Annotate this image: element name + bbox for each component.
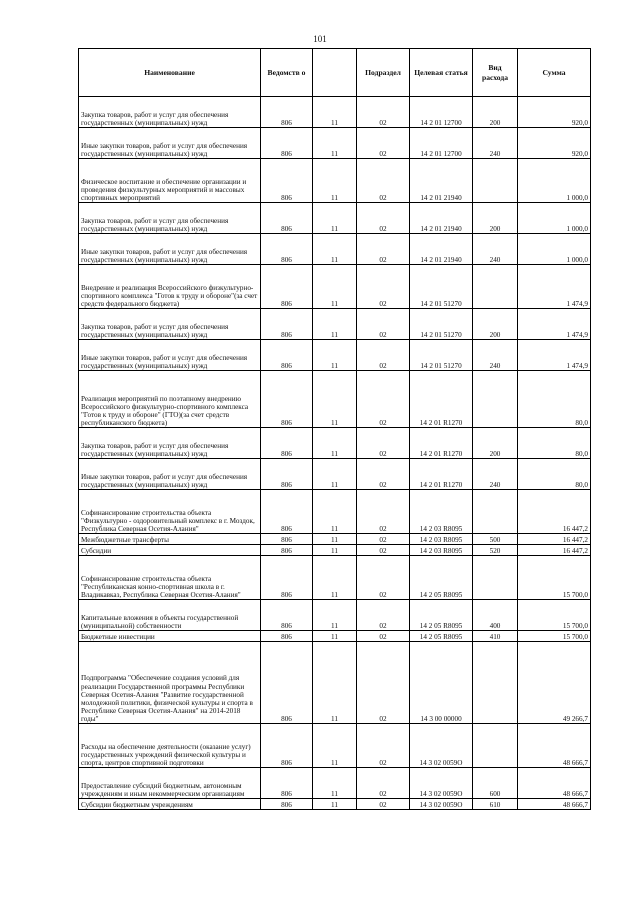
cell-section: 11 bbox=[313, 97, 357, 128]
cell-target-item: 14 3 00 00000 bbox=[410, 642, 473, 724]
cell-amount: 920,0 bbox=[518, 128, 591, 159]
cell-subsection: 02 bbox=[357, 265, 410, 309]
cell-department: 806 bbox=[261, 265, 313, 309]
cell-subsection: 02 bbox=[357, 234, 410, 265]
table-row bbox=[79, 203, 591, 234]
cell-department: 806 bbox=[261, 545, 313, 556]
header-section bbox=[313, 49, 357, 97]
cell-section: 11 bbox=[313, 309, 357, 340]
cell-name: Закупка товаров, работ и услуг для обеспечения государственных (муниципальных) нужд bbox=[79, 309, 261, 340]
cell-target-item: 14 2 01 21940 bbox=[410, 234, 473, 265]
table-row bbox=[79, 545, 591, 556]
cell-department: 806 bbox=[261, 631, 313, 642]
cell-expense-type: 200 bbox=[473, 203, 518, 234]
cell-name: Иные закупки товаров, работ и услуг для обеспечения государственных (муниципальных) нужд bbox=[79, 234, 261, 265]
cell-department: 806 bbox=[261, 371, 313, 428]
cell-expense-type bbox=[473, 265, 518, 309]
cell-target-item: 14 2 03 R8095 bbox=[410, 545, 473, 556]
cell-target-item: 14 3 02 0059О bbox=[410, 724, 473, 768]
cell-section: 11 bbox=[313, 642, 357, 724]
cell-amount: 16 447,2 bbox=[518, 545, 591, 556]
cell-amount: 1 474,9 bbox=[518, 265, 591, 309]
cell-name: Внедрение и реализация Всероссийского физкультурно-спортивного комплекса "Готов к труду и обороне"(за счет средств федерального бюджета) bbox=[79, 265, 261, 309]
cell-amount: 49 266,7 bbox=[518, 642, 591, 724]
table-row bbox=[79, 234, 591, 265]
cell-section: 11 bbox=[313, 340, 357, 371]
cell-subsection: 02 bbox=[357, 642, 410, 724]
cell-section: 11 bbox=[313, 768, 357, 799]
cell-amount: 80,0 bbox=[518, 371, 591, 428]
page-number: 101 bbox=[313, 34, 327, 44]
cell-expense-type bbox=[473, 724, 518, 768]
cell-amount: 15 700,0 bbox=[518, 631, 591, 642]
table-row bbox=[79, 265, 591, 309]
table-row bbox=[79, 428, 591, 459]
table-row bbox=[79, 309, 591, 340]
table-row bbox=[79, 459, 591, 490]
cell-subsection: 02 bbox=[357, 799, 410, 810]
cell-amount: 48 666,7 bbox=[518, 768, 591, 799]
cell-name: Субсидии бюджетным учреждениям bbox=[79, 799, 261, 810]
cell-subsection: 02 bbox=[357, 631, 410, 642]
header-expense-type: Вид расхода bbox=[473, 49, 518, 97]
cell-name: Софинансирование строительства объекта "Республиканская конно-спортивная школа в г. Владикавказ, Республика Северная Осетия-Алания" bbox=[79, 556, 261, 600]
cell-department: 806 bbox=[261, 234, 313, 265]
table-row bbox=[79, 534, 591, 545]
cell-expense-type bbox=[473, 490, 518, 534]
cell-name: Иные закупки товаров, работ и услуг для обеспечения государственных (муниципальных) нужд bbox=[79, 459, 261, 490]
header-target-item: Целевая статья bbox=[410, 49, 473, 97]
cell-name: Бюджетные инвестиции bbox=[79, 631, 261, 642]
cell-section: 11 bbox=[313, 724, 357, 768]
cell-expense-type: 240 bbox=[473, 128, 518, 159]
cell-section: 11 bbox=[313, 799, 357, 810]
cell-amount: 1 474,9 bbox=[518, 340, 591, 371]
cell-subsection: 02 bbox=[357, 459, 410, 490]
cell-name: Софинансирование строительства объекта "Физкультурно - оздоровительный комплекс в г. Моздок, Республика Северная Осетия-Алания" bbox=[79, 490, 261, 534]
cell-target-item: 14 2 01 R1270 bbox=[410, 371, 473, 428]
cell-expense-type: 610 bbox=[473, 799, 518, 810]
cell-amount: 1 000,0 bbox=[518, 159, 591, 203]
cell-expense-type: 240 bbox=[473, 340, 518, 371]
cell-target-item: 14 2 01 51270 bbox=[410, 265, 473, 309]
cell-section: 11 bbox=[313, 534, 357, 545]
cell-name: Закупка товаров, работ и услуг для обеспечения государственных (муниципальных) нужд bbox=[79, 203, 261, 234]
cell-expense-type: 240 bbox=[473, 459, 518, 490]
cell-name: Физическое воспитание и обеспечение организации и проведения физкультурных мероприятий и массовых спортивных мероприятий bbox=[79, 159, 261, 203]
cell-expense-type bbox=[473, 159, 518, 203]
table-header-row bbox=[79, 49, 591, 97]
cell-section: 11 bbox=[313, 128, 357, 159]
header-subsection: Подраздел bbox=[357, 49, 410, 97]
cell-name: Предоставление субсидий бюджетным, автономным учреждениям и иным некоммерческим организациям bbox=[79, 768, 261, 799]
cell-department: 806 bbox=[261, 203, 313, 234]
cell-department: 806 bbox=[261, 428, 313, 459]
cell-name: Межбюджетные трансферты bbox=[79, 534, 261, 545]
table-row bbox=[79, 642, 591, 724]
cell-name: Подпрограмма "Обеспечение создания условий для реализации Государственной программы Республики Северная Осетия-Алания "Развитие государственной молодежной политики, физической культуры и спорта в Республике Северная Осетия-Алания" на 2014-2018 годы" bbox=[79, 642, 261, 724]
cell-subsection: 02 bbox=[357, 97, 410, 128]
cell-section: 11 bbox=[313, 428, 357, 459]
table-row bbox=[79, 490, 591, 534]
cell-department: 806 bbox=[261, 600, 313, 631]
cell-target-item: 14 2 01 21940 bbox=[410, 203, 473, 234]
table-row bbox=[79, 600, 591, 631]
header-department: Ведомств о bbox=[261, 49, 313, 97]
cell-section: 11 bbox=[313, 203, 357, 234]
cell-subsection: 02 bbox=[357, 428, 410, 459]
cell-target-item: 14 2 01 12700 bbox=[410, 97, 473, 128]
cell-target-item: 14 3 02 0059О bbox=[410, 768, 473, 799]
cell-section: 11 bbox=[313, 159, 357, 203]
cell-expense-type: 400 bbox=[473, 600, 518, 631]
cell-amount: 15 700,0 bbox=[518, 556, 591, 600]
cell-department: 806 bbox=[261, 459, 313, 490]
cell-target-item: 14 2 05 R8095 bbox=[410, 556, 473, 600]
cell-subsection: 02 bbox=[357, 128, 410, 159]
table-row bbox=[79, 340, 591, 371]
cell-subsection: 02 bbox=[357, 768, 410, 799]
cell-subsection: 02 bbox=[357, 371, 410, 428]
cell-target-item: 14 2 01 51270 bbox=[410, 309, 473, 340]
cell-expense-type: 200 bbox=[473, 309, 518, 340]
table-row bbox=[79, 159, 591, 203]
cell-amount: 1 000,0 bbox=[518, 203, 591, 234]
cell-department: 806 bbox=[261, 309, 313, 340]
cell-expense-type: 520 bbox=[473, 545, 518, 556]
cell-section: 11 bbox=[313, 545, 357, 556]
cell-amount: 920,0 bbox=[518, 97, 591, 128]
table-row bbox=[79, 799, 591, 810]
cell-amount: 80,0 bbox=[518, 428, 591, 459]
table-row bbox=[79, 371, 591, 428]
cell-expense-type bbox=[473, 642, 518, 724]
cell-amount: 80,0 bbox=[518, 459, 591, 490]
cell-subsection: 02 bbox=[357, 600, 410, 631]
budget-table bbox=[78, 48, 591, 810]
cell-section: 11 bbox=[313, 631, 357, 642]
cell-subsection: 02 bbox=[357, 203, 410, 234]
cell-subsection: 02 bbox=[357, 159, 410, 203]
cell-section: 11 bbox=[313, 490, 357, 534]
cell-expense-type: 410 bbox=[473, 631, 518, 642]
cell-section: 11 bbox=[313, 371, 357, 428]
cell-target-item: 14 2 03 R8095 bbox=[410, 490, 473, 534]
cell-target-item: 14 2 05 R8095 bbox=[410, 600, 473, 631]
cell-amount: 48 666,7 bbox=[518, 799, 591, 810]
cell-expense-type: 200 bbox=[473, 97, 518, 128]
cell-department: 806 bbox=[261, 159, 313, 203]
cell-department: 806 bbox=[261, 724, 313, 768]
cell-name: Закупка товаров, работ и услуг для обеспечения государственных (муниципальных) нужд bbox=[79, 97, 261, 128]
cell-expense-type bbox=[473, 371, 518, 428]
cell-target-item: 14 2 01 51270 bbox=[410, 340, 473, 371]
cell-department: 806 bbox=[261, 97, 313, 128]
cell-name: Капитальные вложения в объекты государственной (муниципальной) собственности bbox=[79, 600, 261, 631]
cell-subsection: 02 bbox=[357, 545, 410, 556]
cell-target-item: 14 2 01 21940 bbox=[410, 159, 473, 203]
header-amount: Сумма bbox=[518, 49, 591, 97]
cell-section: 11 bbox=[313, 459, 357, 490]
cell-amount: 16 447,2 bbox=[518, 490, 591, 534]
cell-amount: 1 474,9 bbox=[518, 309, 591, 340]
cell-name: Субсидии bbox=[79, 545, 261, 556]
cell-section: 11 bbox=[313, 556, 357, 600]
cell-subsection: 02 bbox=[357, 556, 410, 600]
cell-expense-type: 600 bbox=[473, 768, 518, 799]
cell-amount: 16 447,2 bbox=[518, 534, 591, 545]
cell-name: Закупка товаров, работ и услуг для обеспечения государственных (муниципальных) нужд bbox=[79, 428, 261, 459]
cell-department: 806 bbox=[261, 642, 313, 724]
cell-subsection: 02 bbox=[357, 490, 410, 534]
cell-section: 11 bbox=[313, 600, 357, 631]
cell-subsection: 02 bbox=[357, 724, 410, 768]
cell-target-item: 14 2 05 R8095 bbox=[410, 631, 473, 642]
cell-department: 806 bbox=[261, 534, 313, 545]
cell-subsection: 02 bbox=[357, 340, 410, 371]
cell-expense-type: 200 bbox=[473, 428, 518, 459]
cell-amount: 1 000,0 bbox=[518, 234, 591, 265]
cell-department: 806 bbox=[261, 556, 313, 600]
cell-expense-type: 500 bbox=[473, 534, 518, 545]
cell-expense-type bbox=[473, 556, 518, 600]
cell-department: 806 bbox=[261, 799, 313, 810]
cell-department: 806 bbox=[261, 340, 313, 371]
cell-target-item: 14 2 01 R1270 bbox=[410, 428, 473, 459]
header-name: Наименование bbox=[79, 49, 261, 97]
cell-name: Иные закупки товаров, работ и услуг для обеспечения государственных (муниципальных) нужд bbox=[79, 340, 261, 371]
table-row bbox=[79, 556, 591, 600]
cell-target-item: 14 3 02 0059О bbox=[410, 799, 473, 810]
cell-department: 806 bbox=[261, 128, 313, 159]
cell-amount: 15 700,0 bbox=[518, 600, 591, 631]
cell-subsection: 02 bbox=[357, 309, 410, 340]
cell-name: Расходы на обеспечение деятельности (оказание услуг) государственных учреждений физической культуры и спорта, центров спортивной подготовки bbox=[79, 724, 261, 768]
table-row bbox=[79, 724, 591, 768]
cell-section: 11 bbox=[313, 234, 357, 265]
cell-amount: 48 666,7 bbox=[518, 724, 591, 768]
cell-name: Реализация мероприятий по поэтапному внедрению Всероссийского физкультурно-спортивного комплекса "Готов к труду и обороне" (ГТО)(за счет средств республиканского бюджета) bbox=[79, 371, 261, 428]
cell-department: 806 bbox=[261, 490, 313, 534]
cell-section: 11 bbox=[313, 265, 357, 309]
cell-subsection: 02 bbox=[357, 534, 410, 545]
cell-target-item: 14 2 01 R1270 bbox=[410, 459, 473, 490]
cell-target-item: 14 2 03 R8095 bbox=[410, 534, 473, 545]
cell-name: Иные закупки товаров, работ и услуг для обеспечения государственных (муниципальных) нужд bbox=[79, 128, 261, 159]
table-row bbox=[79, 768, 591, 799]
cell-department: 806 bbox=[261, 768, 313, 799]
table-row bbox=[79, 128, 591, 159]
cell-target-item: 14 2 01 12700 bbox=[410, 128, 473, 159]
table-row bbox=[79, 631, 591, 642]
cell-expense-type: 240 bbox=[473, 234, 518, 265]
table-row bbox=[79, 97, 591, 128]
